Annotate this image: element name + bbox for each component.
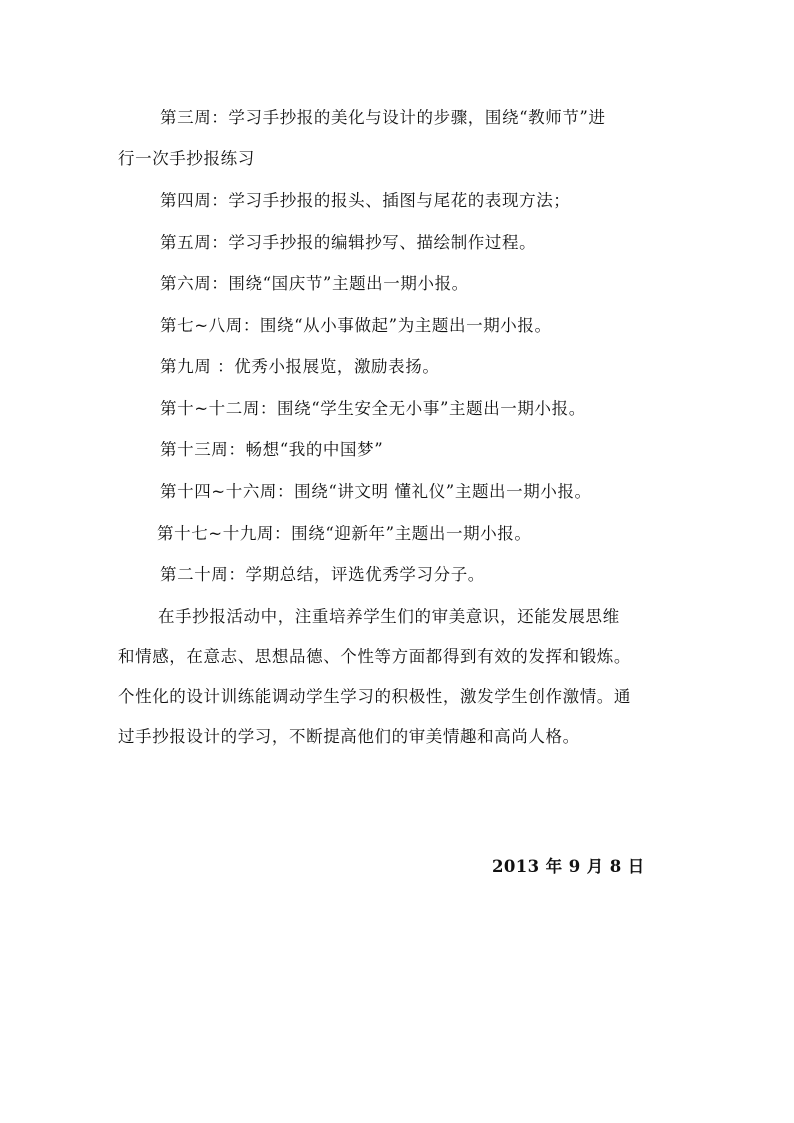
summary-line-2: 和情感，在意志、思想品德、个性等方面都得到有效的发挥和锻炼。 <box>118 647 631 666</box>
week7-8-item: 第七~八周：围绕“从小事做起”为主题出一期小报。 <box>160 316 552 335</box>
week9-item: 第九周 ：优秀小报展览，激励表扬。 <box>160 357 440 376</box>
week3-line2: 行一次手抄报练习 <box>118 149 255 168</box>
week13-item: 第十三周：畅想“我的中国梦” <box>160 440 384 459</box>
week5-item: 第五周：学习手抄报的编辑抄写、描绘制作过程。 <box>160 233 537 252</box>
signature-date: 2013 年 9 月 8 日 <box>492 857 645 876</box>
week4-item: 第四周：学习手抄报的报头、插图与尾花的表现方法； <box>160 191 571 210</box>
summary-line-4: 过手抄报设计的学习，不断提高他们的审美情趣和高尚人格。 <box>118 727 580 746</box>
week14-16-item: 第十四~十六周：围绕“讲文明 懂礼仪”主题出一期小报。 <box>160 482 592 501</box>
week6-item: 第六周：围绕“国庆节”主题出一期小报。 <box>160 274 469 293</box>
summary-line-1: 在手抄报活动中，注重培养学生们的审美意识，还能发展思维 <box>158 607 620 626</box>
week20-item: 第二十周：学期总结，评选优秀学习分子。 <box>160 565 485 584</box>
summary-line-3: 个性化的设计训练能调动学生学习的积极性，激发学生创作激情。通 <box>118 687 631 706</box>
week3-line1: 第三周：学习手抄报的美化与设计的步骤，围绕“教师节”进 <box>160 108 606 127</box>
summary-paragraph <box>118 597 678 757</box>
week10-12-item: 第十~十二周：围绕“学生安全无小事”主题出一期小报。 <box>160 399 586 418</box>
week17-19-item: 第十七~十九周：围绕“迎新年”主题出一期小报。 <box>157 524 532 543</box>
